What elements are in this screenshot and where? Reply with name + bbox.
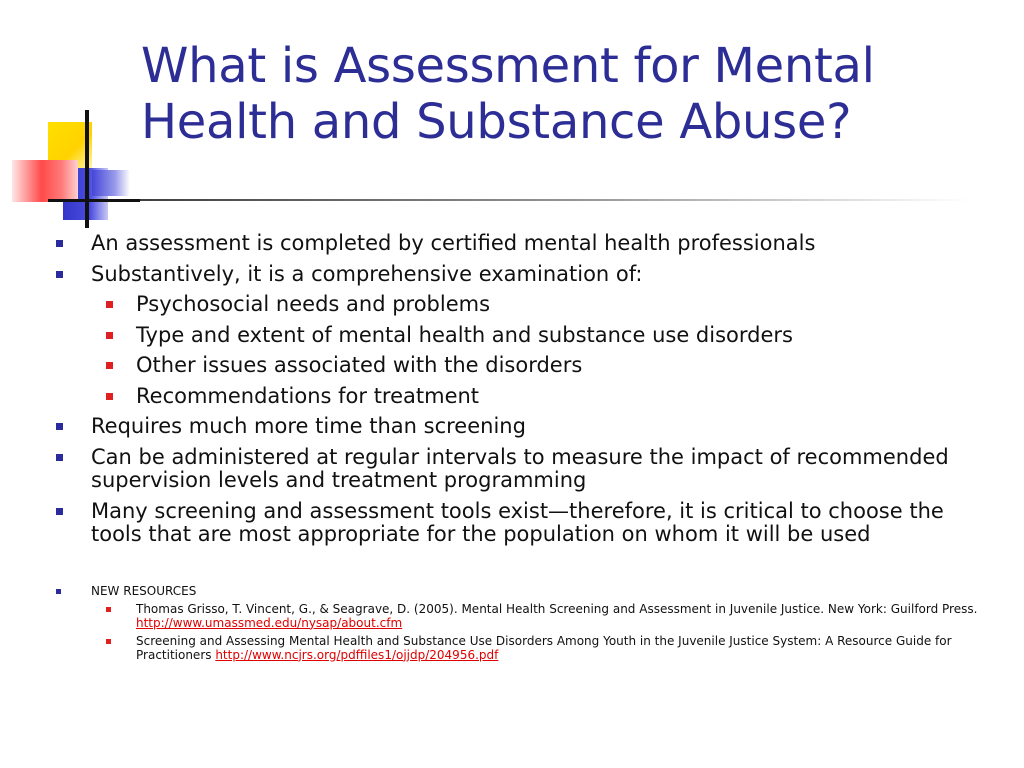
sub-bullet-text: Type and extent of mental health and substance use disorders — [136, 322, 793, 347]
resource-text: Thomas Grisso, T. Vincent, G., & Seagrave, D. (2005). Mental Health Screening and Assessment in Juvenile Justice. New York: Guilford Press. — [136, 601, 978, 616]
slide-logo-graphic — [0, 100, 150, 230]
bullet-text: Can be administered at regular intervals to measure the impact of recommended supervision levels and treatment programming — [91, 444, 949, 492]
bullet-square-icon — [56, 271, 63, 278]
bullet-square-icon — [56, 454, 63, 461]
sub-bullet-item — [52, 385, 982, 409]
bullet-item — [52, 263, 982, 287]
bullet-square-icon — [56, 240, 63, 247]
sub-bullet-square-icon — [106, 639, 111, 644]
red-fade-bar — [12, 160, 78, 202]
sub-bullet-square-icon — [106, 607, 111, 612]
resource-text: Screening and Assessing Mental Health and Substance Use Disorders Among Youth in the Juvenile Justice System: A Resource Guide for Practitioners — [136, 633, 952, 662]
bullet-text: Requires much more time than screening — [91, 414, 526, 438]
sub-bullet-item — [52, 293, 982, 317]
sub-bullet-text: Recommendations for treatment — [136, 383, 480, 408]
sub-bullet-text: Psychosocial needs and problems — [136, 292, 491, 316]
bullet-text: Substantively, it is a comprehensive examination of: — [91, 261, 643, 286]
bullet-list — [52, 232, 982, 662]
bullet-text: An assessment is completed by certified mental health professionals — [91, 231, 816, 255]
sub-bullet-square-icon — [106, 332, 113, 339]
slide-body — [52, 232, 982, 662]
resources-heading-item — [52, 584, 982, 598]
bullet-square-icon — [56, 508, 63, 515]
slide-title: What is Assessment for Mental Health and Substance Abuse? — [141, 38, 875, 150]
bullet-item — [52, 446, 982, 493]
resources-heading: NEW RESOURCES — [91, 583, 197, 598]
sub-bullet-square-icon — [106, 301, 113, 308]
sub-bullet-item — [52, 354, 982, 378]
sub-bullet-item — [52, 324, 982, 348]
resource-link[interactable]: http://www.umassmed.edu/nysap/about.cfm — [136, 615, 403, 630]
vertical-line — [85, 110, 89, 228]
sub-bullet-text: Other issues associated with the disorders — [136, 353, 583, 377]
horizontal-line — [48, 199, 140, 202]
resource-link[interactable]: http://www.ncjrs.org/pdffiles1/ojjdp/204956.pdf — [215, 647, 499, 662]
bullet-text: Many screening and assessment tools exist—therefore, it is critical to choose the tools that are most appropriate for the population on whom it will be used — [91, 498, 944, 546]
bullet-square-icon — [56, 589, 61, 594]
title-underline — [140, 199, 970, 201]
sub-bullet-square-icon — [106, 362, 113, 369]
bullet-item — [52, 500, 982, 547]
sub-bullet-square-icon — [106, 393, 113, 400]
resource-item — [52, 634, 982, 662]
bullet-item — [52, 232, 982, 256]
resource-item — [52, 602, 982, 630]
blue-fade-bar — [92, 170, 130, 196]
bullet-square-icon — [56, 423, 63, 430]
bullet-item — [52, 415, 982, 439]
